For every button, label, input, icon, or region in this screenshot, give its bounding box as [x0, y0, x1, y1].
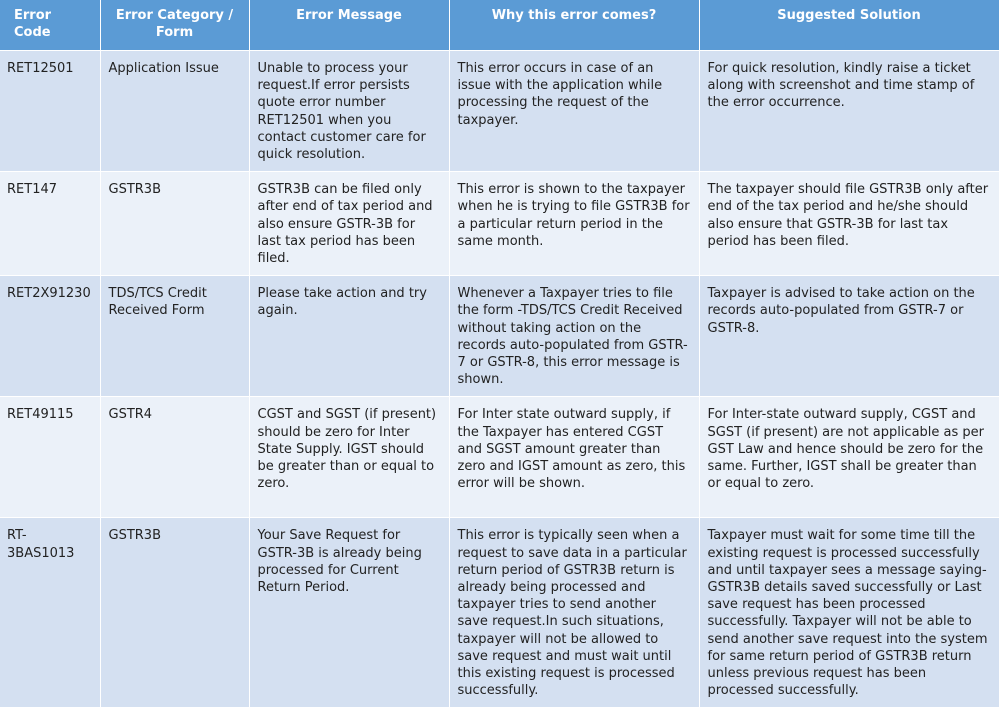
- cell-error-message: CGST and SGST (if present) should be zero for Inter State Supply. IGST should be greater than or equal to zero.: [249, 397, 449, 518]
- cell-error-code: RET12501: [0, 51, 100, 172]
- cell-why-error: This error is shown to the taxpayer when he is trying to file GSTR3B for a particular return period in the same month.: [449, 172, 699, 276]
- table-row: [0, 276, 999, 397]
- cell-error-category: Application Issue: [100, 51, 249, 172]
- cell-error-code: RT-3BAS1013: [0, 518, 100, 708]
- cell-error-message: Unable to process your request.If error persists quote error number RET12501 when you contact customer care for quick resolution.: [249, 51, 449, 172]
- cell-error-message: Your Save Request for GSTR-3B is already being processed for Current Return Period.: [249, 518, 449, 708]
- cell-error-category: TDS/TCS Credit Received Form: [100, 276, 249, 397]
- table-row: [0, 51, 999, 172]
- table-row: [0, 172, 999, 276]
- cell-why-error: For Inter state outward supply, if the Taxpayer has entered CGST and SGST amount greater than zero and IGST amount as zero, this error will be shown.: [449, 397, 699, 518]
- cell-error-code: RET147: [0, 172, 100, 276]
- cell-error-message: Please take action and try again.: [249, 276, 449, 397]
- cell-error-code: RET49115: [0, 397, 100, 518]
- cell-error-code: RET2X91230: [0, 276, 100, 397]
- header-error-message: Error Message: [249, 0, 449, 51]
- header-error-code: Error Code: [0, 0, 100, 51]
- cell-why-error: This error is typically seen when a request to save data in a particular return period of GSTR3B return is already being processed and taxpayer tries to send another save request.In such situations, taxpayer will not be allowed to save request and must wait until this existing request is processed successfully.: [449, 518, 699, 708]
- header-why-error: Why this error comes?: [449, 0, 699, 51]
- header-error-category: Error Category / Form: [100, 0, 249, 51]
- cell-error-category: GSTR3B: [100, 172, 249, 276]
- cell-suggested-solution: Taxpayer must wait for some time till the existing request is processed successfully and until taxpayer sees a message saying- GSTR3B details saved successfully or Last save request has been processed successfully. Taxpayer will not be able to send another save request into the system for same return period of GSTR3B return unless previous request has been processed successfully.: [699, 518, 999, 708]
- header-row: [0, 0, 999, 51]
- cell-error-category: GSTR3B: [100, 518, 249, 708]
- cell-error-category: GSTR4: [100, 397, 249, 518]
- cell-error-message: GSTR3B can be filed only after end of tax period and also ensure GSTR-3B for last tax period has been filed.: [249, 172, 449, 276]
- cell-suggested-solution: Taxpayer is advised to take action on the records auto-populated from GSTR-7 or GSTR-8.: [699, 276, 999, 397]
- cell-suggested-solution: For Inter-state outward supply, CGST and SGST (if present) are not applicable as per GST Law and hence should be zero for the same. Further, IGST shall be greater than or equal to zero.: [699, 397, 999, 518]
- header-suggested-solution: Suggested Solution: [699, 0, 999, 51]
- table-row: [0, 397, 999, 518]
- cell-why-error: Whenever a Taxpayer tries to file the form -TDS/TCS Credit Received without taking action on the records auto-populated from GSTR-7 or GSTR-8, this error message is shown.: [449, 276, 699, 397]
- cell-suggested-solution: The taxpayer should file GSTR3B only after end of the tax period and he/she should also ensure that GSTR-3B for last tax period has been filed.: [699, 172, 999, 276]
- cell-why-error: This error occurs in case of an issue with the application while processing the request of the taxpayer.: [449, 51, 699, 172]
- table-row: [0, 518, 999, 708]
- cell-suggested-solution: For quick resolution, kindly raise a ticket along with screenshot and time stamp of the error occurrence.: [699, 51, 999, 172]
